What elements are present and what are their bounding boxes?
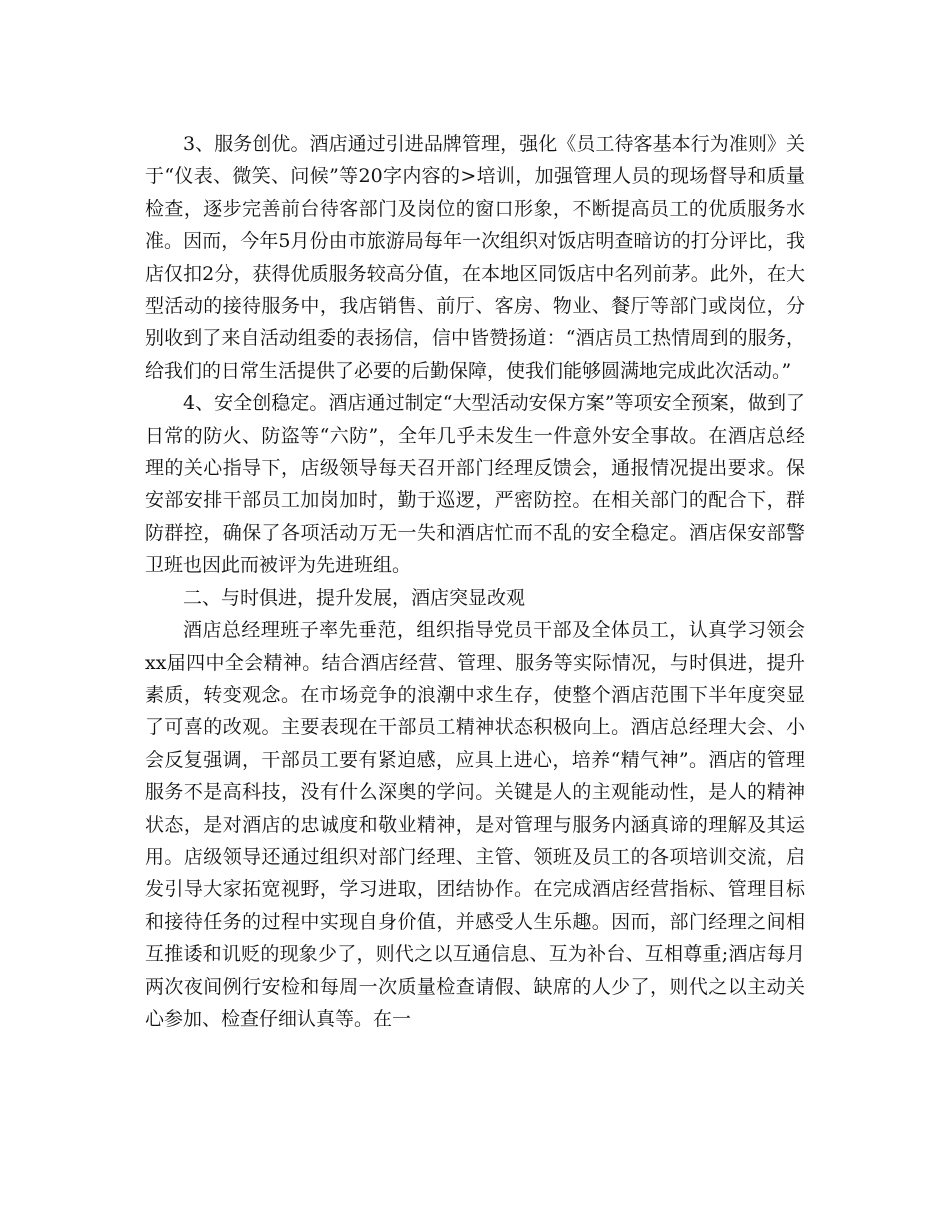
paragraph-development: 酒店总经理班子率先垂范，组织指导党员干部及全体员工，认真学习领会xx届四中全会精神。结合酒店经营、管理、服务等实际情况，与时俱进，提升素质，转变观念。在市场竞争的浪潮中求生存，使整个酒店范围下半年度突显了可喜的改观。主要表现在干部员工精神状态积极向上。酒店总经理大会、小会反复强调，干部员工要有紧迫感，应具上进心，培养“精气神”。酒店的管理服务不是高科技，没有什么深奥的学问。关键是人的主观能动性，是人的精神状态，是对酒店的忠诚度和敬业精神，是对管理与服务内涵真谛的理解及其运用。店级领导还通过组织对部门经理、主管、领班及员工的各项培训交流，启发引导大家拓宽视野，学习进取，团结协作。在完成酒店经营指标、管理目标和接待任务的过程中实现自身价值，并感受人生乐趣。因而，部门经理之间相互推诿和讥贬的现象少了，则代之以互通信息、互为补台、互相尊重;酒店每月两次夜间例行安检和每周一次质量检查请假、缺席的人少了，则代之以主动关心参加、检查仔细认真等。在一 bbox=[145, 619, 805, 1030]
paragraph-service-excellence: 3、服务创优。酒店通过引进品牌管理，强化《员工待客基本行为准则》关于“仪表、微笑、问候”等20字内容的>培训，加强管理人员的现场督导和质量检查，逐步完善前台待客部门及岗位的窗口形象，不断提高员工的优质服务水准。因而，今年5月份由市旅游局每年一次组织对饭店明查暗访的打分评比，我店仅扣2分，获得优质服务较高分值，在本地区同饭店中名列前茅。此外，在大型活动的接待服务中，我店销售、前厅、客房、物业、餐厅等部门或岗位，分别收到了来自活动组委的表扬信，信中皆赞扬道：“酒店员工热情周到的服务，给我们的日常生活提供了必要的后勤保障，使我们能够圆满地完成此次活动。” bbox=[145, 133, 805, 382]
section-heading: 二、与时俱进，提升发展，酒店突显改观 bbox=[183, 586, 526, 609]
document-body bbox=[145, 128, 805, 1035]
paragraph-safety-stability: 4、安全创稳定。酒店通过制定“大型活动安保方案”等项安全预案，做到了日常的防火、防盗等“六防”，全年几乎未发生一件意外安全事故。在酒店总经理的关心指导下，店级领导每天召开部门经理反馈会，通报情况提出要求。保安部安排干部员工加岗加时，勤于巡逻，严密防控。在相关部门的配合下，群防群控，确保了各项活动万无一失和酒店忙而不乱的安全稳定。酒店保安部警卫班也因此而被评为先进班组。 bbox=[145, 392, 805, 577]
